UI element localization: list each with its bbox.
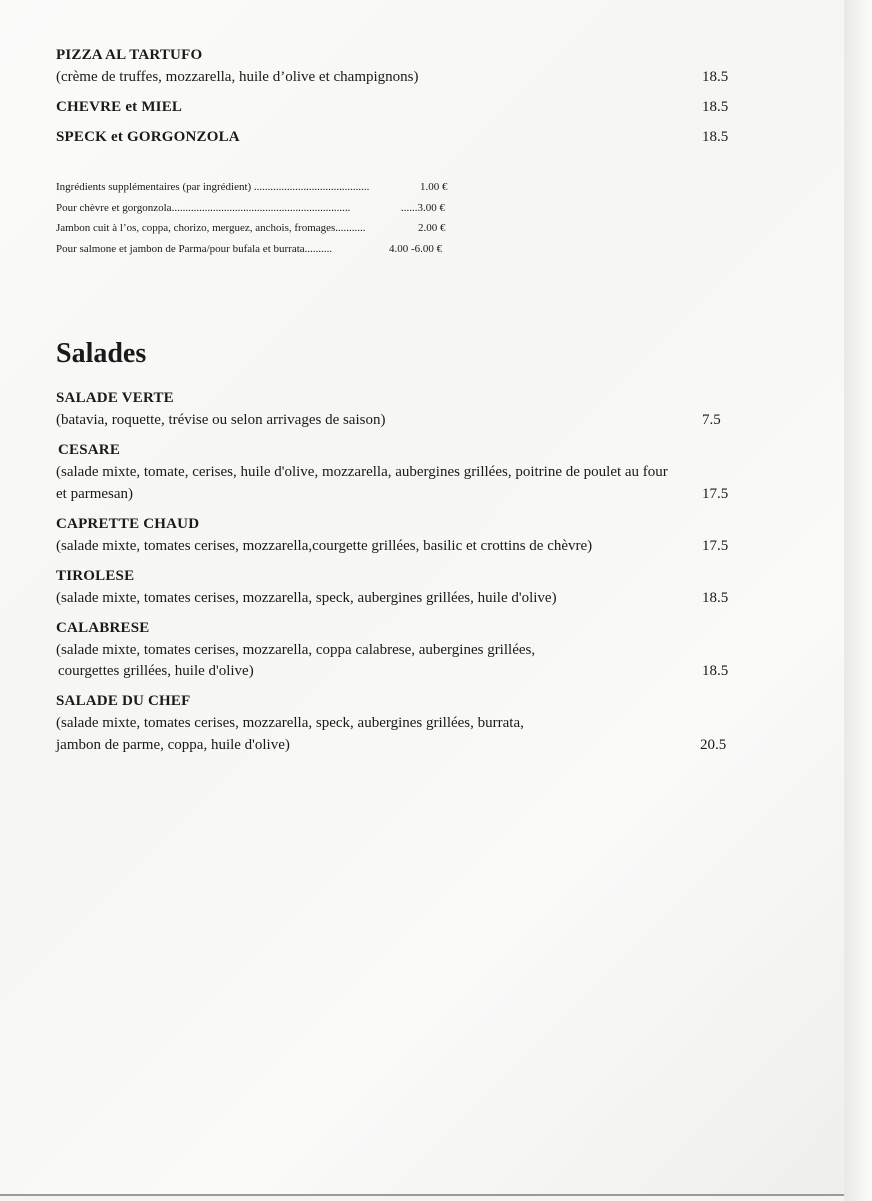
supplement-price: 4.00 -6.00 € — [389, 243, 443, 255]
supplement-price: ......3.00 € — [401, 202, 445, 214]
salad-description: (salade mixte, tomate, cerises, huile d'olive, mozzarella, aubergines grillées, poitrine de poulet au four — [56, 464, 668, 480]
salad-price: 18.5 — [702, 663, 729, 679]
page-edge — [844, 0, 872, 1201]
salad-description: jambon de parme, coppa, huile d'olive) — [56, 737, 290, 753]
salad-description: (salade mixte, tomates cerises, mozzarella, speck, aubergines grillées, huile d'olive) — [56, 590, 557, 606]
pizza-description: (crème de truffes, mozzarella, huile d’olive et champignons) — [56, 69, 419, 85]
pizza-price: 18.5 — [702, 99, 729, 115]
pizza-name: PIZZA AL TARTUFO — [56, 47, 203, 63]
salad-name: SALADE VERTE — [56, 390, 174, 406]
salad-price: 18.5 — [702, 590, 729, 606]
salad-price: 7.5 — [702, 412, 721, 428]
supplement-label: Ingrédients supplémentaires (par ingrédient) .......................................... — [56, 181, 370, 193]
salad-description: (salade mixte, tomates cerises, mozzarella,courgette grillées, basilic et crottins de chèvre) — [56, 538, 593, 554]
supplement-price: 2.00 € — [418, 222, 446, 234]
salad-description: (salade mixte, tomates cerises, mozzarella, speck, aubergines grillées, burrata, — [56, 715, 524, 731]
salad-description: (batavia, roquette, trévise ou selon arrivages de saison) — [56, 412, 386, 428]
supplement-label: Pour salmone et jambon de Parma/pour bufala et burrata.......... — [56, 243, 333, 255]
supplement-price: 1.00 € — [420, 181, 448, 193]
section-heading: Salades — [56, 338, 147, 369]
pizza-price: 18.5 — [702, 69, 729, 85]
supplement-label: Pour chèvre et gorgonzola................................................................. — [56, 202, 351, 214]
supplement-label: Jambon cuit à l’os, coppa, chorizo, merguez, anchois, fromages........... — [56, 222, 366, 234]
salad-price: 17.5 — [702, 486, 729, 502]
salad-description: courgettes grillées, huile d'olive) — [58, 663, 254, 679]
pizza-price: 18.5 — [702, 129, 729, 145]
pizza-name: CHEVRE et MIEL — [56, 99, 183, 115]
pizza-name: SPECK et GORGONZOLA — [56, 129, 240, 145]
salad-description: (salade mixte, tomates cerises, mozzarella, coppa calabrese, aubergines grillées, — [56, 642, 536, 658]
salad-name: TIROLESE — [56, 568, 135, 584]
salad-name: CALABRESE — [56, 620, 150, 636]
salad-name: CESARE — [58, 442, 121, 458]
salad-name: CAPRETTE CHAUD — [56, 516, 200, 532]
salad-price: 20.5 — [700, 737, 727, 753]
salad-description: et parmesan) — [56, 486, 134, 502]
salad-price: 17.5 — [702, 538, 729, 554]
salad-name: SALADE DU CHEF — [56, 693, 191, 709]
